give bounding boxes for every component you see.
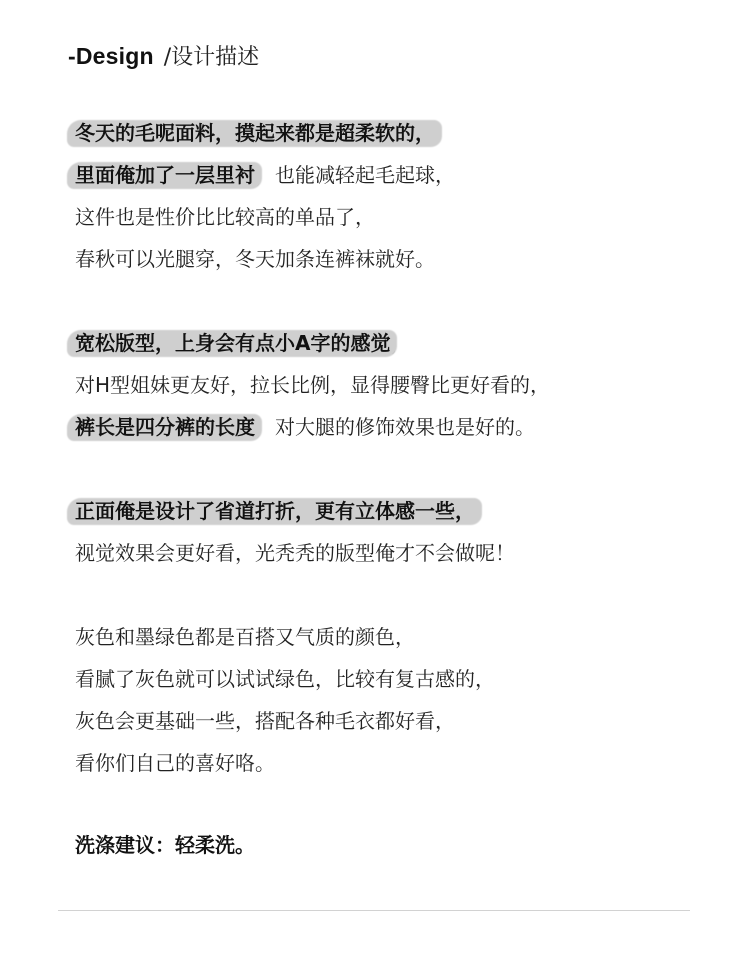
- p4-line-3-text: 灰色会更基础一些，搭配各种毛衣都好看，: [75, 709, 455, 733]
- p2-line-2-text: 对H型姐妹更友好，拉长比例，显得腰臀比更好看的，: [75, 373, 551, 397]
- p4-line-3: [75, 706, 455, 736]
- p3-line-2-text: 视觉效果会更好看，光秃秃的版型俺才不会做呢！: [75, 541, 515, 565]
- p1-line-1-highlight: 冬天的毛呢面料，摸起来都是超柔软的，: [75, 118, 435, 148]
- p2-line-1-highlight: 宽松版型，上身会有点小A字的感觉: [75, 328, 390, 358]
- wash-instruction-text: 洗涤建议：轻柔洗。: [75, 833, 255, 857]
- p1-line-4: [75, 244, 435, 274]
- p4-line-2: [75, 664, 495, 694]
- p1-line-2-highlight: 里面俺加了一层里衬: [75, 160, 255, 190]
- p4-line-1: [75, 622, 415, 652]
- p4-line-4-text: 看你们自己的喜好咯。: [75, 751, 275, 775]
- p1-line-2: [75, 160, 455, 190]
- p2-line-2: [75, 370, 550, 400]
- p2-line-1-text: ，: [390, 331, 411, 355]
- p1-line-1: [75, 118, 435, 148]
- p2-line-3: [75, 412, 535, 442]
- p2-line-3-highlight: 裤长是四分裤的长度: [75, 412, 255, 442]
- p1-line-4-text: 春秋可以光腿穿，冬天加条连裤袜就好。: [75, 247, 435, 271]
- divider-line: [58, 910, 690, 911]
- wash-instruction: [75, 830, 255, 860]
- p4-line-2-text: 看腻了灰色就可以试试绿色，比较有复古感的，: [75, 667, 495, 691]
- p4-line-4: [75, 748, 275, 778]
- p2-line-3-text: ，对大腿的修饰效果也是好的。: [255, 415, 535, 439]
- p3-line-1: [75, 496, 475, 526]
- p1-line-2-text: ，也能减轻起毛起球，: [255, 163, 455, 187]
- p1-line-3: [75, 202, 375, 232]
- section-title: [68, 40, 259, 74]
- p3-line-1-highlight: 正面俺是设计了省道打折，更有立体感一些，: [75, 496, 475, 526]
- section-title-chinese: /设计描述: [163, 45, 260, 70]
- p3-line-2: [75, 538, 515, 568]
- section-title-english: -Design: [68, 43, 154, 69]
- p2-line-1: [75, 328, 410, 358]
- p1-line-3-text: 这件也是性价比比较高的单品了，: [75, 205, 375, 229]
- p4-line-1-text: 灰色和墨绿色都是百搭又气质的颜色，: [75, 625, 415, 649]
